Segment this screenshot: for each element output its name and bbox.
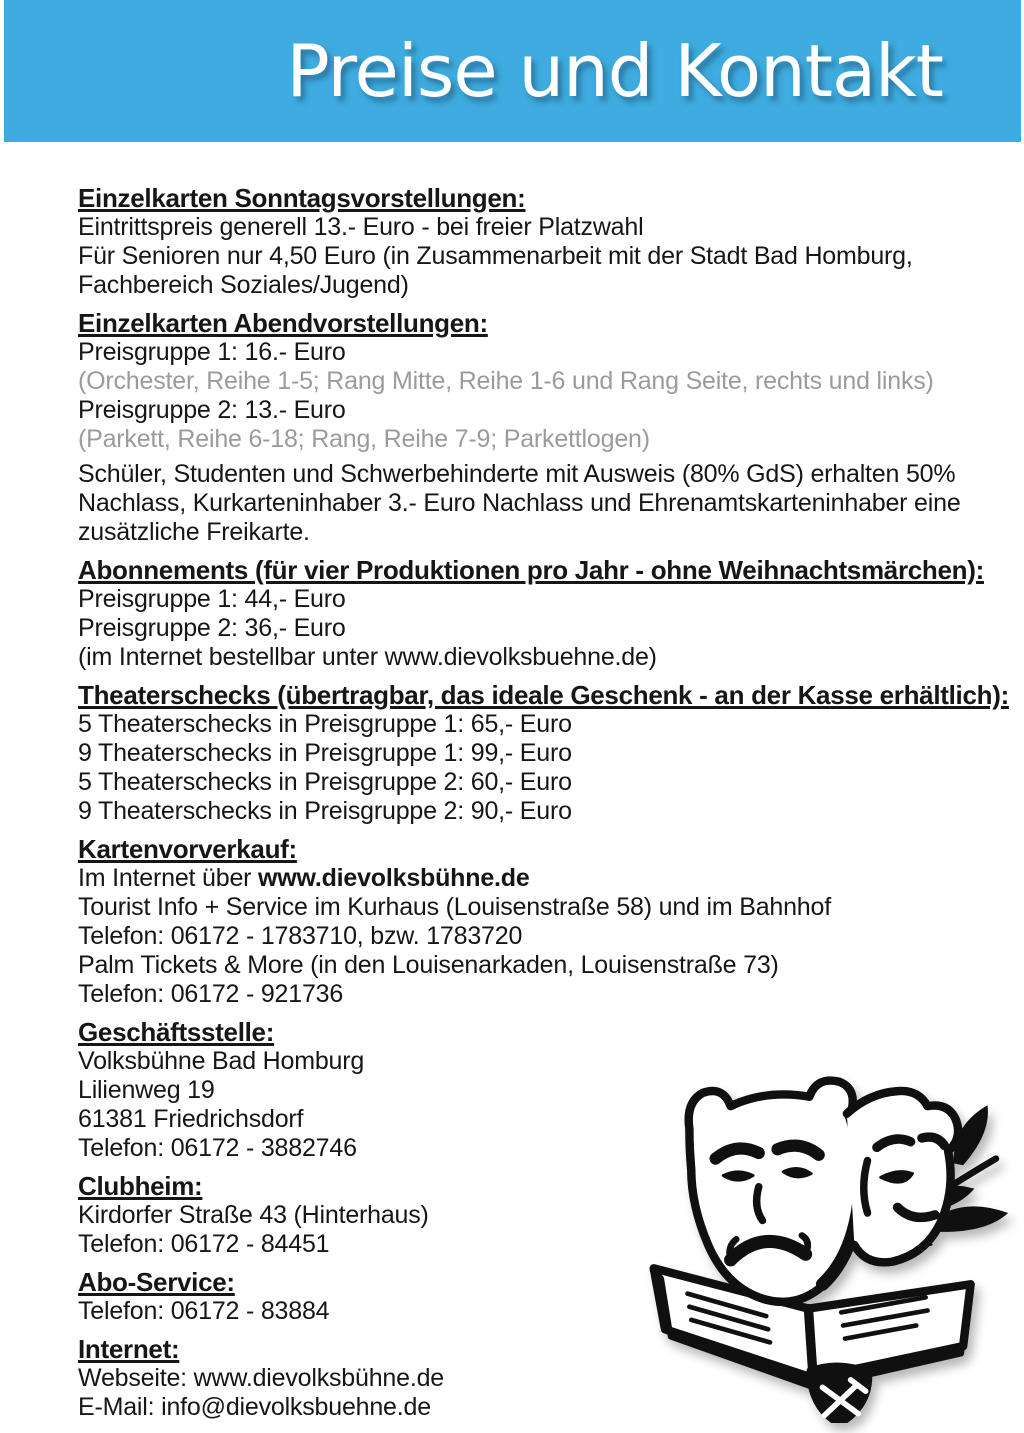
text-line: Tourist Info + Service im Kurhaus (Louisenstraße 58) und im Bahnhof <box>78 893 831 921</box>
text-line: Telefon: 06172 - 84451 <box>78 1230 330 1258</box>
section-einzelkarten-abend <box>78 308 984 547</box>
text-line: Preisgruppe 2: 36,- Euro <box>78 614 346 642</box>
shield-emblem <box>809 1365 869 1423</box>
text-line: Palm Tickets & More (in den Louisenarkaden, Louisenstraße 73) <box>78 951 779 979</box>
section-heading: Theaterschecks (übertragbar, das ideale Geschenk - an der Kasse erhältlich): <box>78 680 1009 710</box>
section-heading: Abo-Service: <box>78 1267 235 1297</box>
text-line: Eintrittspreis generell 13.- Euro - bei freier Platzwahl <box>78 213 644 241</box>
text-line: E-Mail: info@dievolksbuehne.de <box>78 1393 431 1421</box>
tragedy-mask <box>689 1081 864 1302</box>
text-line: 9 Theaterschecks in Preisgruppe 2: 90,- Euro <box>78 797 572 825</box>
text-line: Telefon: 06172 - 3882746 <box>78 1134 357 1162</box>
text-line-muted: (Orchester, Reihe 1-5; Rang Mitte, Reihe 1-6 und Rang Seite, rechts und links) <box>78 367 934 395</box>
section-heading: Kartenvorverkauf: <box>78 834 297 864</box>
section-heading: Einzelkarten Abendvorstellungen: <box>78 308 488 338</box>
section-abonnements <box>78 555 984 672</box>
section-heading: Abonnements (für vier Produktionen pro Jahr - ohne Weihnachtsmärchen): <box>78 555 984 585</box>
text-line: Preisgruppe 1: 16.- Euro <box>78 338 346 366</box>
comedy-mask <box>847 1091 958 1262</box>
text-line-website <box>78 864 984 893</box>
text-line: Webseite: www.dievolksbühne.de <box>78 1364 444 1392</box>
section-heading: Einzelkarten Sonntagsvorstellungen: <box>78 183 526 213</box>
text-line: Nachlass, Kurkarteninhaber 3.- Euro Nachlass und Ehrenamtskarteninhaber eine <box>78 489 961 517</box>
header-banner <box>4 0 1021 142</box>
page-title: Preise und Kontakt <box>286 29 943 113</box>
text-line: Telefon: 06172 - 921736 <box>78 980 344 1008</box>
text-line: zusätzliche Freikarte. <box>78 518 310 546</box>
text-line: Telefon: 06172 - 1783710, bzw. 1783720 <box>78 922 523 950</box>
theater-masks-logo-icon <box>625 1048 1020 1423</box>
website-prefix: Im Internet über <box>78 864 259 892</box>
section-heading: Geschäftsstelle: <box>78 1017 275 1047</box>
text-line: 9 Theaterschecks in Preisgruppe 1: 99,- Euro <box>78 739 572 767</box>
text-line: Preisgruppe 2: 13.- Euro <box>78 396 346 424</box>
text-line: Telefon: 06172 - 83884 <box>78 1297 330 1325</box>
website-url: www.dievolksbühne.de <box>258 864 530 892</box>
text-line: 5 Theaterschecks in Preisgruppe 1: 65,- Euro <box>78 710 572 738</box>
text-line: Schüler, Studenten und Schwerbehinderte mit Ausweis (80% GdS) erhalten 50% <box>78 460 956 488</box>
text-line: 61381 Friedrichsdorf <box>78 1105 304 1133</box>
text-line: Preisgruppe 1: 44,- Euro <box>78 585 346 613</box>
text-line: (im Internet bestellbar unter www.dievolksbuehne.de) <box>78 643 657 671</box>
section-heading: Internet: <box>78 1334 180 1364</box>
text-line: Fachbereich Soziales/Jugend) <box>78 271 409 299</box>
section-heading: Clubheim: <box>78 1171 203 1201</box>
text-line: Für Senioren nur 4,50 Euro (in Zusammenarbeit mit der Stadt Bad Homburg, <box>78 242 913 270</box>
text-line: Volksbühne Bad Homburg <box>78 1047 365 1075</box>
text-line-muted: (Parkett, Reihe 6-18; Rang, Reihe 7-9; Parkettlogen) <box>78 425 650 453</box>
section-einzelkarten-sonntag <box>78 183 984 300</box>
section-theaterschecks <box>78 680 1009 826</box>
text-line: 5 Theaterschecks in Preisgruppe 2: 60,- Euro <box>78 768 572 796</box>
text-line: Kirdorfer Straße 43 (Hinterhaus) <box>78 1201 429 1229</box>
section-kartenvorverkauf <box>78 834 984 1009</box>
text-line: Lilienweg 19 <box>78 1076 215 1104</box>
